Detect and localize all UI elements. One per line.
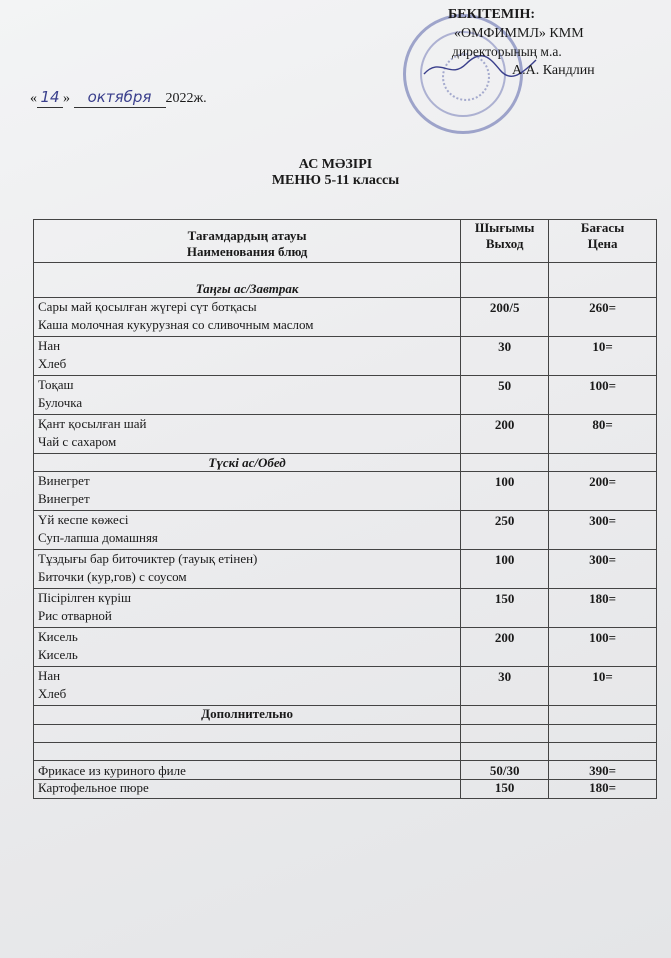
table-header-row [34, 220, 657, 263]
table-row [34, 376, 657, 415]
dish-price: 390= [549, 761, 657, 780]
dish-name-ru: Каша молочная кукурузная со сливочным маслом [38, 317, 314, 332]
dish-name-ru: Булочка [38, 395, 83, 410]
dish-name-kz: Кисель [38, 629, 78, 644]
date-year: 2022ж. [165, 91, 207, 106]
header-price-ru: Цена [587, 236, 618, 251]
dish-name-kz: Үй кеспе көжесі [38, 512, 129, 527]
dish-name-ru: Биточки (кур,гов) с соусом [38, 569, 187, 584]
date-month: октября [87, 88, 152, 106]
table-row [34, 298, 657, 337]
dish-name-kz: Тоқаш [38, 377, 74, 392]
dish-name-kz: Тұздығы бар биточиктер (тауық етінен) [38, 551, 258, 566]
dish-price: 200= [549, 472, 657, 511]
section-extra-row [34, 706, 657, 725]
dish-name-kz: Винегрет [38, 473, 90, 488]
menu-table [33, 219, 657, 799]
dish-yield: 200 [461, 628, 549, 667]
dish-price: 300= [549, 511, 657, 550]
header-price [549, 220, 657, 263]
table-row [34, 667, 657, 706]
dish-price: 10= [549, 667, 657, 706]
dish-name-ru: Хлеб [38, 686, 67, 701]
dish-name-ru: Хлеб [38, 356, 67, 371]
dish-yield: 100 [461, 550, 549, 589]
dish-name-ru: Кисель [38, 647, 78, 662]
dish-name-ru: Рис отварной [38, 608, 112, 623]
header-yield [461, 220, 549, 263]
approval-date [30, 88, 207, 108]
dish-name-kz: Сары май қосылған жүгері сүт ботқасы [38, 299, 257, 314]
dish-name-ru: Винегрет [38, 491, 90, 506]
table-row [34, 511, 657, 550]
dish-price: 80= [549, 415, 657, 454]
dish-name: Картофельное пюре [34, 780, 461, 799]
header-name-kz: Тағамдардың атауы [187, 228, 307, 243]
dish-yield: 250 [461, 511, 549, 550]
header-name [34, 220, 461, 263]
dish-name-kz: Қант қосылған шай [38, 416, 147, 431]
table-row [34, 472, 657, 511]
approval-name: А.А. Кандлин [512, 62, 595, 78]
section-extra-title: Дополнительно [34, 706, 461, 725]
dish-price: 180= [549, 589, 657, 628]
date-day: 14 [40, 88, 60, 106]
empty-row [34, 725, 657, 743]
section-lunch-title: Түскі ас/Обед [34, 454, 461, 472]
table-row [34, 780, 657, 799]
table-row [34, 415, 657, 454]
dish-yield: 150 [461, 780, 549, 799]
section-breakfast-row [34, 263, 657, 298]
header-yield-kz: Шығымы [474, 220, 535, 235]
table-row [34, 337, 657, 376]
dish-name-kz: Нан [38, 338, 61, 353]
date-close-quote: » [63, 91, 70, 106]
header-price-kz: Бағасы [580, 220, 625, 235]
dish-price: 100= [549, 628, 657, 667]
header-yield-ru: Выход [485, 236, 524, 251]
table-row [34, 589, 657, 628]
dish-name-kz: Нан [38, 668, 61, 683]
dish-yield: 200/5 [461, 298, 549, 337]
dish-price: 300= [549, 550, 657, 589]
dish-yield: 150 [461, 589, 549, 628]
header-name-ru: Наименования блюд [186, 244, 308, 259]
dish-name-kz: Пісірілген күріш [38, 590, 132, 605]
section-lunch-row [34, 454, 657, 472]
approval-block [448, 6, 595, 80]
table-row [34, 761, 657, 780]
dish-price: 100= [549, 376, 657, 415]
dish-yield: 30 [461, 337, 549, 376]
dish-name-ru: Чай с сахаром [38, 434, 117, 449]
dish-price: 180= [549, 780, 657, 799]
section-breakfast-title: Таңғы ас/Завтрак [34, 263, 461, 298]
dish-price: 260= [549, 298, 657, 337]
date-open-quote: « [30, 91, 37, 106]
page-title-kz: АС МӘЗІРІ [298, 157, 373, 172]
table-row [34, 550, 657, 589]
dish-yield: 50/30 [461, 761, 549, 780]
dish-price: 10= [549, 337, 657, 376]
dish-yield: 30 [461, 667, 549, 706]
approval-title: БЕКІТЕМІН: [448, 7, 536, 22]
empty-row [34, 743, 657, 761]
approval-org: «ОМФИММЛ» КММ [454, 25, 584, 41]
dish-yield: 100 [461, 472, 549, 511]
approval-position: директорының м.а. [452, 44, 562, 59]
dish-yield: 50 [461, 376, 549, 415]
dish-name: Фрикасе из куриного филе [34, 761, 461, 780]
dish-yield: 200 [461, 415, 549, 454]
table-row [34, 628, 657, 667]
dish-name-ru: Суп-лапша домашняя [38, 530, 158, 545]
page-title-ru: МЕНЮ 5-11 классы [271, 173, 400, 188]
